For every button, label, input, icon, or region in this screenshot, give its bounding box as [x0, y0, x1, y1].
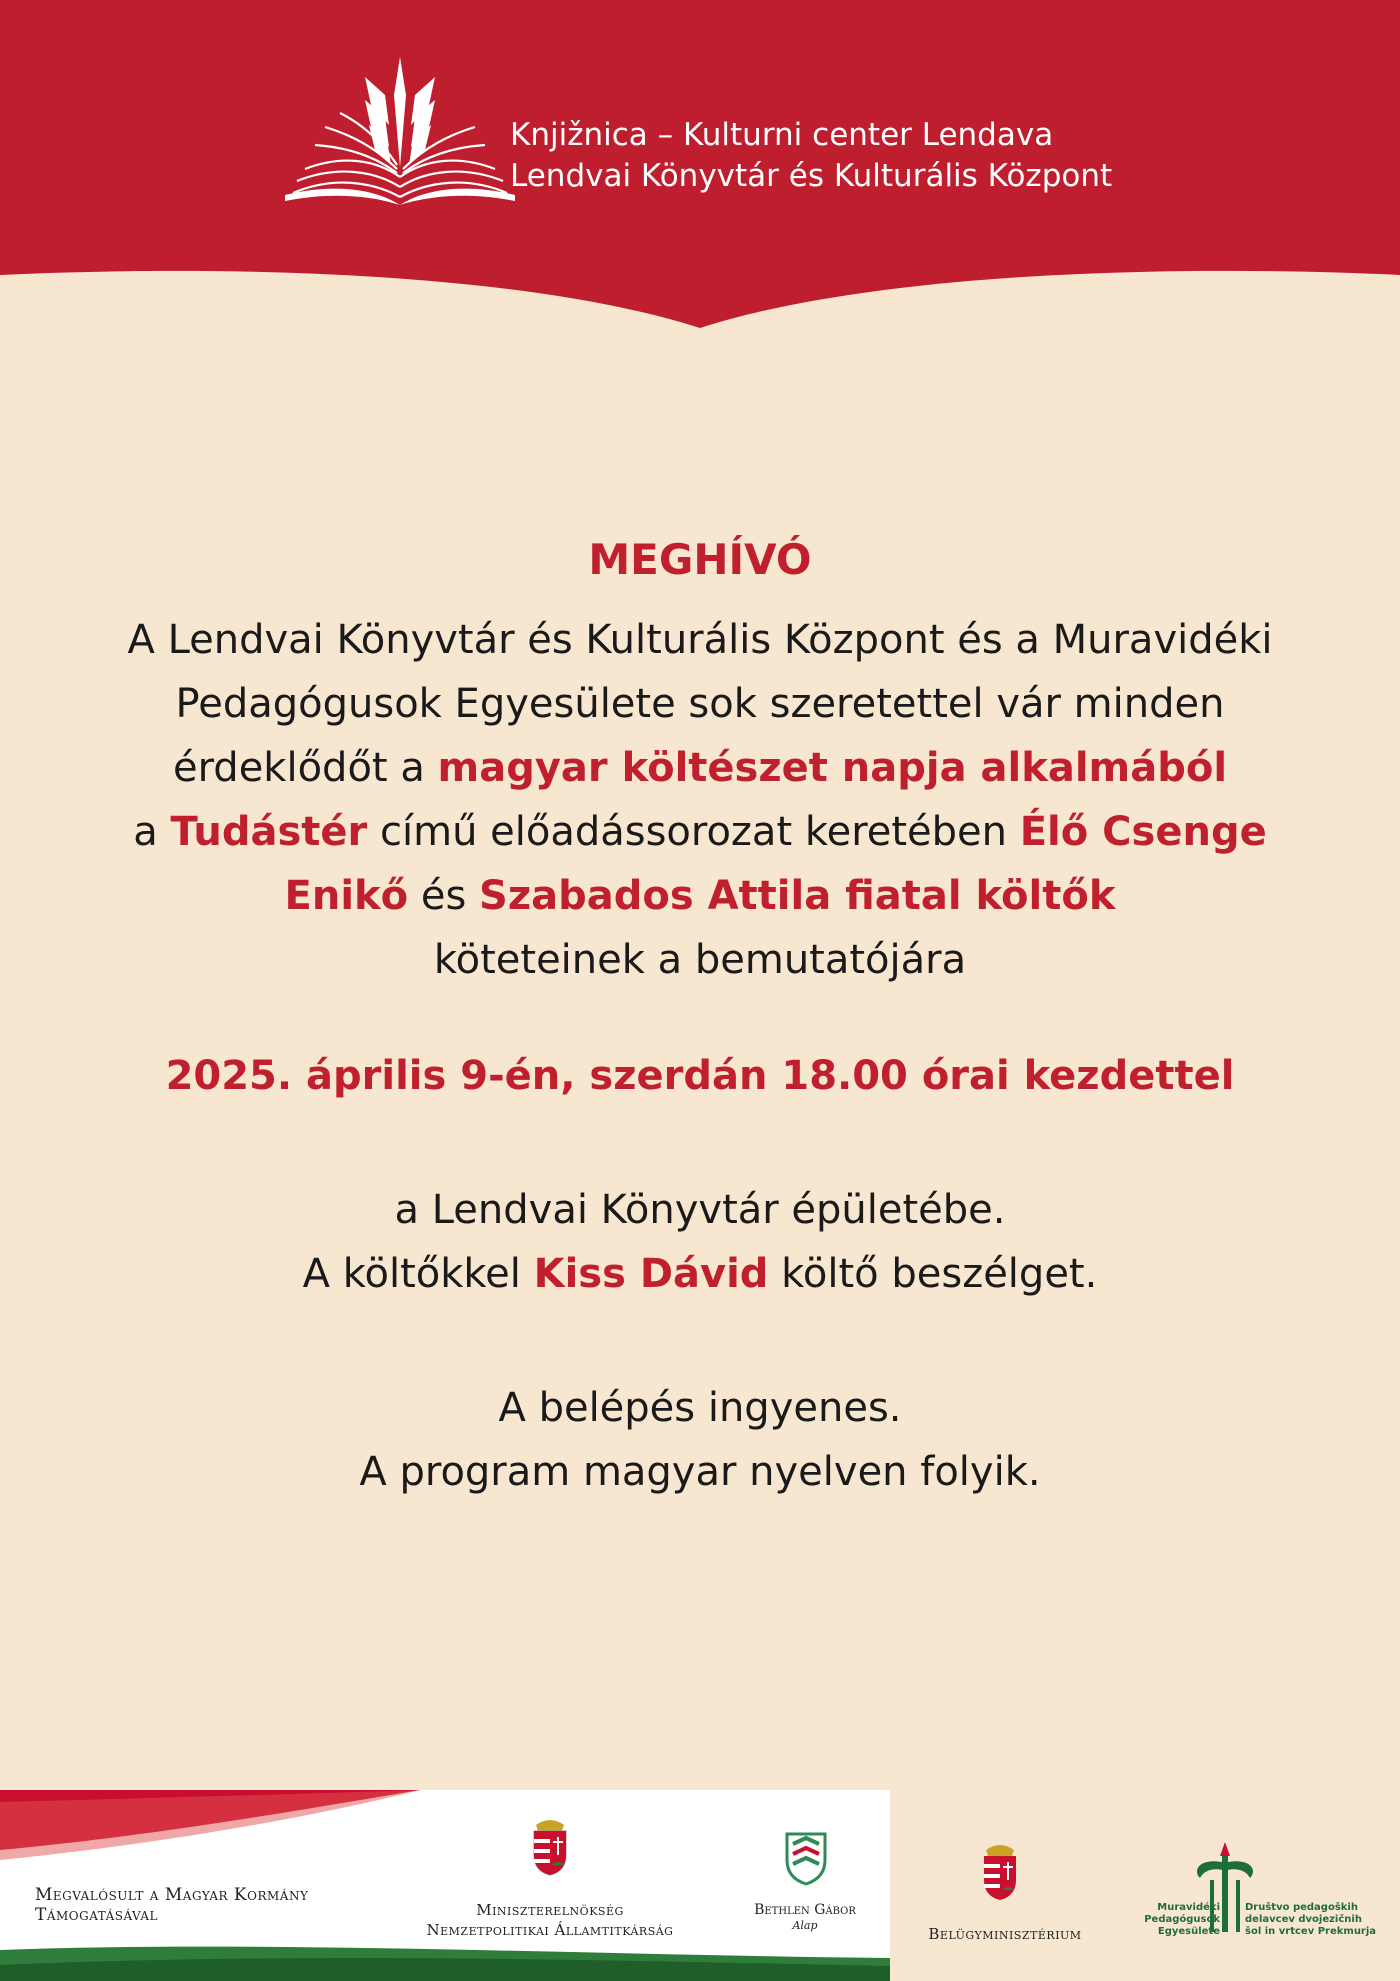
highlight-poet-1: Élő Csenge	[1019, 809, 1267, 855]
highlight-occasion: magyar költészet napja alkalmából	[437, 745, 1228, 791]
entry-paragraph	[0, 1376, 1400, 1504]
text-line: Alap	[792, 1919, 818, 1932]
venue-paragraph	[0, 1178, 1400, 1306]
interior-ministry-coat-of-arms-icon	[978, 1840, 1022, 1902]
text-line: költő beszélget.	[768, 1251, 1098, 1297]
sponsor-footer	[0, 1790, 1400, 1981]
text-line: a Lendvai Könyvtár épületébe.	[394, 1187, 1006, 1233]
government-support-label	[35, 1885, 308, 1925]
highlight-poet-1-cont: Enikő	[284, 873, 409, 919]
text-line: Egyesülete	[1157, 1926, 1220, 1937]
text-line: Nemzetpolitikai Államtitkárság	[426, 1921, 674, 1939]
text-line: A Lendvai Könyvtár és Kulturális Központ és a Muravidéki	[127, 617, 1273, 663]
brand-line-hungarian: Lendvai Könyvtár és Kulturális Központ	[510, 158, 1113, 194]
text-line: Pedagógusok Egyesülete sok szeretettel vár minden	[175, 681, 1225, 727]
text-line: Miniszterelnökség	[476, 1901, 624, 1919]
bethlen-fund-label	[740, 1902, 870, 1934]
header-banner	[0, 0, 1400, 340]
text-line: A költőkkel	[302, 1251, 534, 1297]
association-name-hungarian	[1125, 1902, 1220, 1938]
brand-line-slovenian: Knjižnica – Kulturni center Lendava	[510, 117, 1054, 153]
text-line: Društvo pedagoških	[1245, 1902, 1358, 1913]
highlight-poet-2: Szabados Attila fiatal költők	[479, 873, 1116, 919]
invitation-body	[0, 530, 1400, 1504]
ministry-prime-minister-label	[400, 1900, 700, 1940]
text-line: delavcev dvojezičnih	[1245, 1914, 1362, 1925]
text-line: Bethlen Gábor	[754, 1902, 856, 1918]
event-date: 2025. április 9-én, szerdán 18.00 órai kezdettel	[165, 1053, 1235, 1099]
text-line: és	[408, 873, 480, 919]
interior-ministry-label: Belügyminisztérium	[928, 1925, 1082, 1943]
text-line: Megvalósult a Magyar Kormány	[35, 1885, 309, 1905]
text-line: A program magyar nyelven folyik.	[359, 1449, 1041, 1495]
highlight-series: Tudástér	[170, 809, 368, 855]
invitation-title: MEGHÍVÓ	[588, 535, 812, 584]
highlight-moderator: Kiss Dávid	[533, 1251, 769, 1297]
book-wheat-logo-icon	[285, 55, 515, 205]
text-line: Pedagógusok	[1144, 1914, 1220, 1925]
bethlen-shield-icon	[783, 1830, 829, 1886]
text-line: című előadássorozat keretében	[367, 809, 1020, 855]
text-line: köteteinek a bemutatójára	[433, 937, 967, 983]
text-line: érdeklődőt a	[172, 745, 438, 791]
text-line: Támogatásával	[35, 1905, 159, 1925]
association-name-slovenian	[1245, 1902, 1395, 1938]
text-line: šol in vrtcev Prekmurja	[1245, 1926, 1377, 1937]
text-line: a	[133, 809, 171, 855]
text-line: A belépés ingyenes.	[498, 1385, 902, 1431]
library-brand	[510, 115, 1112, 197]
hungarian-coat-of-arms-icon	[528, 1815, 572, 1877]
text-line: Muravidéki	[1157, 1902, 1220, 1913]
invitation-paragraph	[0, 608, 1400, 992]
